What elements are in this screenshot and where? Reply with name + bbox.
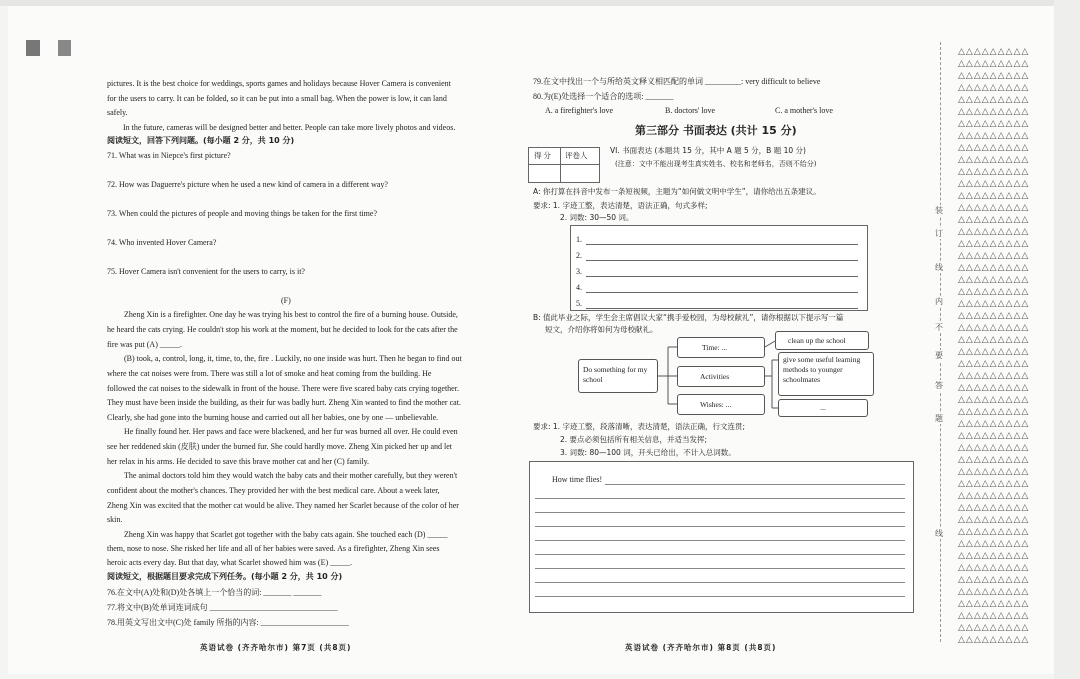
- branch-wishes: Wishes: ...: [677, 394, 765, 415]
- triangle-row: △△△△△△△△△: [958, 551, 1030, 561]
- question-75: 75. Hover Camera isn't convenient for the users to carry, is it?: [107, 267, 305, 276]
- passage-line: Zheng Xin was happy that Scarlet got together with the baby cats again. She touched each (D) _____: [124, 530, 448, 539]
- answer-line-number: 4.: [576, 283, 582, 292]
- grader-label: 评卷人: [565, 151, 588, 160]
- passage-line: safely.: [107, 108, 128, 117]
- binding-line: [940, 42, 941, 642]
- passage-line: pictures. It is the best choice for weddings, sports games and holidays because Hover Camera is convenient: [107, 79, 451, 88]
- triangle-row: △△△△△△△△△: [958, 359, 1030, 369]
- answer-line[interactable]: [586, 308, 858, 309]
- branch-activities: Activities: [677, 366, 765, 387]
- requirement-a-2: 2. 词数: 30—50 词。: [560, 213, 634, 222]
- writing-line[interactable]: [535, 596, 905, 597]
- triangle-row: △△△△△△△△△: [958, 227, 1030, 237]
- triangle-row: △△△△△△△△△: [958, 443, 1030, 453]
- passage-line: 阅读短文，回答下列问题。(每小题 2 分，共 10 分): [107, 136, 295, 145]
- triangle-row: △△△△△△△△△: [958, 479, 1030, 489]
- triangle-row: △△△△△△△△△: [958, 59, 1030, 69]
- triangle-row: △△△△△△△△△: [958, 299, 1030, 309]
- triangle-row: △△△△△△△△△: [958, 275, 1030, 285]
- section-title: VI. 书面表达 (本题共 15 分，其中 A 题 5 分，B 题 10 分): [610, 146, 806, 155]
- writing-line[interactable]: [535, 554, 905, 555]
- writing-line[interactable]: [535, 540, 905, 541]
- triangle-row: △△△△△△△△△: [958, 611, 1030, 621]
- passage-line: her relax in his arms. He decided to save this brave mother cat and her (C) family.: [107, 457, 370, 466]
- passage-line: see her reddened skin (皮肤) under the burned fur. She could hardly move. Zheng Xin picked her up and let: [107, 442, 453, 451]
- passage-line: Clearly, she had gone into the burning house and carried out all her babies, one by one — unbelievable.: [107, 413, 439, 422]
- triangle-row: △△△△△△△△△: [958, 407, 1030, 417]
- question-77: 77.将文中(B)处单词连词成句 ________________________________: [107, 603, 338, 612]
- writing-line[interactable]: [535, 512, 905, 513]
- answer-line-number: 3.: [576, 267, 582, 276]
- triangle-row: △△△△△△△△△: [958, 107, 1030, 117]
- triangle-grid: [958, 46, 1054, 646]
- passage-line: for the users to carry. It can be folded, so it can be put into a small bag. When the power is low, it can land: [107, 94, 447, 103]
- margin-char: 答: [935, 381, 943, 390]
- task-b-line1: B: 值此毕业之际，学生会主席倡议大家“携手爱校园，为母校献礼”，请你根据以下提示写一篇: [533, 313, 844, 322]
- margin-char: 题: [935, 414, 943, 423]
- task-a: A: 你打算在抖音中发布一条短视频，主题为“如何做文明中学生”，请你给出五条建议。: [533, 187, 821, 196]
- triangle-row: △△△△△△△△△: [958, 47, 1030, 57]
- triangle-row: △△△△△△△△△: [958, 419, 1030, 429]
- triangle-row: △△△△△△△△△: [958, 527, 1030, 537]
- mind-map-center: Do something for my school: [578, 359, 658, 393]
- writing-line[interactable]: [535, 582, 905, 583]
- requirement-a: 要求: 1. 字迹工整，表达清楚，语法正确，句式多样;: [533, 201, 708, 210]
- score-table: [528, 147, 600, 183]
- requirement-b-2: 2. 要点必须包括所有相关信息，并适当发挥;: [560, 435, 708, 444]
- question-79: 79.在文中找出一个与所给英文释义相匹配的单词 _________: very difficult to believe: [533, 77, 821, 86]
- passage-line: Zheng Xin was excited that the mother cat would be alive. They named her Scarlet because of the color of her: [107, 501, 459, 510]
- answer-line-number: 2.: [576, 251, 582, 260]
- triangle-row: △△△△△△△△△: [958, 575, 1030, 585]
- passage-line: Zheng Xin is a firefighter. One day he was trying his best to control the fire of a burning house. Outside,: [124, 310, 458, 319]
- question-74: 74. Who invented Hover Camera?: [107, 238, 217, 247]
- triangle-row: △△△△△△△△△: [958, 203, 1030, 213]
- triangle-row: △△△△△△△△△: [958, 599, 1030, 609]
- question-76: 76.在文中(A)处和(D)处各填上一个恰当的词: _______ _______: [107, 588, 322, 597]
- leaf-learning-methods: give some useful learning methods to younger schoolmates: [778, 352, 874, 396]
- leaf-clean-up: clean up the school: [775, 331, 869, 350]
- triangle-row: △△△△△△△△△: [958, 623, 1030, 633]
- margin-char: 要: [935, 351, 943, 360]
- passage-line: them, nose to nose. She risked her life and all of her babies were saved. As a firefighter, Zheng Xin sees: [107, 544, 440, 553]
- triangle-row: △△△△△△△△△: [958, 143, 1030, 153]
- triangle-row: △△△△△△△△△: [958, 371, 1030, 381]
- passage-line: he heard the cats crying. He couldn't stop his work at the moment, but he decided to look for the cats after the: [107, 325, 458, 334]
- passage-line: The animal doctors told him they would watch the baby cats and their mother carefully, but they weren't: [124, 471, 458, 480]
- triangle-row: △△△△△△△△△: [958, 563, 1030, 573]
- triangle-row: △△△△△△△△△: [958, 131, 1030, 141]
- triangle-row: △△△△△△△△△: [958, 155, 1030, 165]
- answer-line[interactable]: [586, 260, 858, 261]
- page-footer: 英语试卷 (齐齐哈尔市) 第8页 (共8页): [625, 643, 777, 652]
- question-80: 80.为(E)处选择一个适合的选项: _______: [533, 92, 674, 101]
- answer-line[interactable]: [586, 292, 858, 293]
- passage-line: followed the cat noises to the sidewalk in front of the house. There were five scared baby cats crying together.: [107, 384, 459, 393]
- requirement-b-3: 3. 词数: 80—100 词，开头已给出，不计入总词数。: [560, 448, 736, 457]
- answer-line[interactable]: [586, 276, 858, 277]
- margin-char: 内: [935, 297, 943, 306]
- answer-box-a[interactable]: [570, 225, 868, 311]
- passage-line: 阅读短文，根据题目要求完成下列任务。(每小题 2 分，共 10 分): [107, 572, 343, 581]
- writing-line[interactable]: [535, 568, 905, 569]
- triangle-row: △△△△△△△△△: [958, 347, 1030, 357]
- triangle-row: △△△△△△△△△: [958, 455, 1030, 465]
- registration-mark: [26, 40, 40, 56]
- triangle-row: △△△△△△△△△: [958, 287, 1030, 297]
- triangle-row: △△△△△△△△△: [958, 167, 1030, 177]
- passage-line: confident about the mother's chances. They provided her with the best medical care. About a week later,: [107, 486, 440, 495]
- triangle-row: △△△△△△△△△: [958, 179, 1030, 189]
- triangle-row: △△△△△△△△△: [958, 491, 1030, 501]
- answer-line-number: 1.: [576, 235, 582, 244]
- triangle-row: △△△△△△△△△: [958, 515, 1030, 525]
- option-c[interactable]: C. a mother's love: [775, 106, 833, 115]
- margin-char: 线: [935, 263, 943, 272]
- question-72: 72. How was Daguerre's picture when he used a new kind of camera in a different way?: [107, 180, 388, 189]
- option-b[interactable]: B. doctors' love: [665, 106, 716, 115]
- registration-mark: [58, 40, 71, 56]
- triangle-row: △△△△△△△△△: [958, 323, 1030, 333]
- triangle-row: △△△△△△△△△: [958, 83, 1030, 93]
- passage-line: where the cat noises were from. There was still a lot of smoke and heat coming from the building. He: [107, 369, 432, 378]
- passage-line: skin.: [107, 515, 123, 524]
- triangle-row: △△△△△△△△△: [958, 467, 1030, 477]
- triangle-row: △△△△△△△△△: [958, 539, 1030, 549]
- triangle-row: △△△△△△△△△: [958, 395, 1030, 405]
- triangle-row: △△△△△△△△△: [958, 71, 1030, 81]
- triangle-row: △△△△△△△△△: [958, 503, 1030, 513]
- notice: (注意：文中不能出现考生真实姓名、校名和老师名，否则不给分): [615, 160, 817, 168]
- triangle-row: △△△△△△△△△: [958, 335, 1030, 345]
- passage-line: heroic acts every day. But that day, what Scarlet showed him was (E) _____.: [107, 558, 353, 567]
- answer-start: How time flies!: [552, 475, 603, 484]
- passage-line: He finally found her. Her paws and face were blackened, and her fur was burned all over. He could even: [124, 427, 458, 436]
- triangle-row: △△△△△△△△△: [958, 191, 1030, 201]
- task-b-line2: 短文，介绍你将如何为母校献礼。: [545, 325, 658, 334]
- passage-line: (B) took, a, control, long, it, time, to, the, fire . Luckily, no one inside was hurt. Then he began to find out: [124, 354, 462, 363]
- question-71: 71. What was in Niepce's first picture?: [107, 151, 231, 160]
- passage-line: They must have been inside the building, as their fur was badly hurt. Zheng Xin wanted to find the mother cat.: [107, 398, 461, 407]
- passage-line: fire was put (A) _____.: [107, 340, 182, 349]
- answer-line-number: 5.: [576, 299, 582, 308]
- page-footer: 英语试卷 (齐齐哈尔市) 第7页 (共8页): [200, 643, 352, 652]
- writing-line[interactable]: [605, 484, 905, 485]
- margin-char: 订: [935, 229, 943, 238]
- triangle-row: △△△△△△△△△: [958, 635, 1030, 645]
- triangle-row: △△△△△△△△△: [958, 263, 1030, 273]
- question-78: 78.用英文写出文中(C)处 family 所指的内容: ______________________: [107, 618, 349, 627]
- margin-char: 不: [935, 323, 943, 332]
- leaf-more: ...: [778, 399, 868, 417]
- score-label: 得 分: [534, 151, 551, 160]
- passage-line: In the future, cameras will be designed better and better. People can take more lively photos and videos.: [123, 123, 456, 132]
- triangle-row: △△△△△△△△△: [958, 95, 1030, 105]
- triangle-row: △△△△△△△△△: [958, 431, 1030, 441]
- requirement-b-1: 要求: 1. 字迹工整，段落清晰，表达清楚，语法正确，行文连贯;: [533, 422, 745, 431]
- option-a[interactable]: A. a firefighter's love: [545, 106, 614, 115]
- margin-char-lower: 线: [935, 529, 943, 538]
- triangle-row: △△△△△△△△△: [958, 239, 1030, 249]
- triangle-row: △△△△△△△△△: [958, 383, 1030, 393]
- writing-line[interactable]: [535, 498, 905, 499]
- margin-char: 装: [935, 206, 943, 215]
- part-title: 第三部分 书面表达 (共计 15 分): [635, 124, 797, 137]
- triangle-row: △△△△△△△△△: [958, 311, 1030, 321]
- writing-line[interactable]: [535, 526, 905, 527]
- question-73: 73. When could the pictures of people and moving things be taken for the first time?: [107, 209, 378, 218]
- triangle-row: △△△△△△△△△: [958, 215, 1030, 225]
- answer-line[interactable]: [586, 244, 858, 245]
- branch-time: Time: ...: [677, 337, 765, 358]
- triangle-row: △△△△△△△△△: [958, 251, 1030, 261]
- triangle-row: △△△△△△△△△: [958, 587, 1030, 597]
- triangle-row: △△△△△△△△△: [958, 119, 1030, 129]
- passage-line: (F): [281, 296, 291, 305]
